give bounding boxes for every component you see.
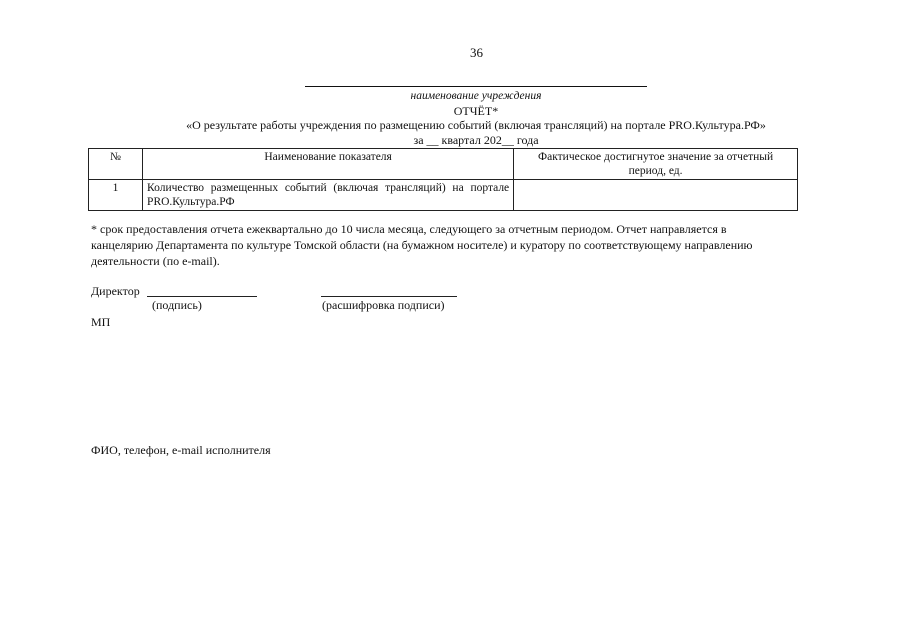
executor-label: ФИО, телефон, e-mail исполнителя xyxy=(91,443,271,457)
header-number: № xyxy=(89,149,143,180)
institution-name-line xyxy=(305,86,647,87)
table-row xyxy=(89,180,798,211)
signature-decoding-caption: (расшифровка подписи) xyxy=(322,298,445,312)
row-number: 1 xyxy=(89,180,143,211)
header-indicator-name: Наименование показателя xyxy=(143,149,514,180)
table-header-row xyxy=(89,149,798,180)
row-indicator-name: Количество размещенных событий (включая трансляций) на портале PRO.Культура.РФ xyxy=(143,180,514,211)
page-number: 36 xyxy=(470,45,483,60)
header-actual-value: Фактическое достигнутое значение за отчетный период, ед. xyxy=(514,149,798,180)
director-label: Директор xyxy=(91,284,140,298)
row-actual-value[interactable] xyxy=(514,180,798,211)
report-subtitle: «О результате работы учреждения по размещению событий (включая трансляций) на портале PRO.Культура.РФ» xyxy=(186,118,766,132)
report-period: за __ квартал 202__ года xyxy=(413,133,539,147)
signature-caption: (подпись) xyxy=(152,298,202,312)
report-table xyxy=(88,148,798,211)
stamp-label: МП xyxy=(91,315,111,329)
signature-line xyxy=(147,296,257,297)
signature-decoding-line xyxy=(321,296,457,297)
report-title: ОТЧЁТ* xyxy=(453,104,499,118)
institution-caption: наименование учреждения xyxy=(410,90,542,102)
deadline-note: * срок предоставления отчета ежеквартально до 10 числа месяца, следующего за отчетным периодом. Отчет направляется в канцелярию Департамента по культуре Томской области (на бумажном носителе) и куратору по соответствующему направлению деятельности (по e-mail). xyxy=(91,222,753,268)
